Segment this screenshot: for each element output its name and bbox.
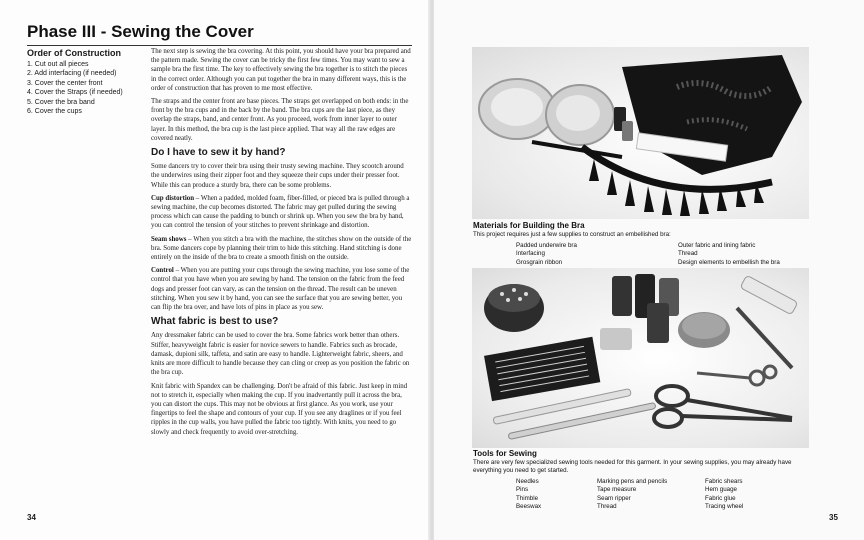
fabric-glue xyxy=(740,275,798,315)
list-item: Outer fabric and lining fabric xyxy=(678,242,756,249)
tools-title: Tools for Sewing xyxy=(473,449,537,458)
list-item: Tape measure xyxy=(597,486,637,494)
thread-spool xyxy=(647,303,669,343)
thread-spool xyxy=(612,276,632,316)
page-number-left: 34 xyxy=(27,513,36,522)
list-item: Fabric glue xyxy=(705,494,736,502)
tape-measure-top xyxy=(682,313,726,339)
body-text xyxy=(151,47,413,441)
list-item: Seam ripper xyxy=(597,494,631,502)
marking-pencil xyxy=(508,402,656,439)
tracing-wheel xyxy=(737,308,792,368)
paragraph: The straps and the center front are base pieces. The straps get overlapped on both ends: in the front by the bra cups and in the back by the band. The bra cups are the last piece, as they overlap the straps, band, and center front. As you proceed, work from inner layer to outer layer. In this method, the bra cup is the last piece applied. That way all the raw edges are covered neatly. xyxy=(151,98,409,142)
list-item: Fabric shears xyxy=(705,478,743,485)
tools-caption xyxy=(473,449,813,511)
fabric-shears xyxy=(654,386,792,427)
order-item: 5. Cover the bra band xyxy=(27,98,95,106)
page-title: Phase III - Sewing the Cover xyxy=(27,22,254,41)
order-item: 1. Cut out all pieces xyxy=(27,61,89,68)
list-item: Pins xyxy=(516,486,529,494)
list-item: Thimble xyxy=(516,494,539,502)
list-item: Thread xyxy=(597,502,617,510)
page-number-right: 35 xyxy=(829,513,838,522)
small-scissors xyxy=(697,366,776,385)
thread-spool xyxy=(622,121,633,141)
list-item: Hem guage xyxy=(705,486,737,494)
term: Cup distortion xyxy=(151,194,195,202)
list-item: Grosgrain ribbon xyxy=(516,258,563,266)
paragraph: The next step is sewing the bra covering. At this point, you should have your bra prepared and the pattern made. Sewing the cover can be tricky the first few times. You may want to sew a sample bra the first time. The key to effectively sewing the bra together is to stitch the pieces in the correct order. Although you can put together the bra in many different ways, this is the order of construction that has proven to me most effective. xyxy=(151,48,411,92)
term: Seam shows xyxy=(151,235,187,243)
materials-illustration xyxy=(472,47,809,219)
tools-col xyxy=(597,478,705,511)
bra-cup-inner xyxy=(556,95,600,131)
beeswax xyxy=(600,328,632,350)
section-heading-hand: Do I have to sew it by hand? xyxy=(151,147,286,159)
list-item: Padded underwire bra xyxy=(516,242,577,249)
order-heading: Order of Construction xyxy=(27,48,121,58)
list-item: Marking pens and pencils xyxy=(597,478,668,485)
materials-caption xyxy=(473,221,808,267)
materials-list xyxy=(473,242,808,267)
order-item: 2. Add interfacing (if needed) xyxy=(27,70,117,78)
term-text: – When a padded, molded foam, fiber-filled, or pieced bra is pulled through a sewing machine, the cup becomes distorted. The fabric may get pulled during the sewing process which can cause the padding to bunch or shrink up. When you sew the bra by hand, you can control the tension of your stitches to prevent shrinkage and distortion. xyxy=(151,194,410,230)
paragraph-seam-shows xyxy=(151,235,413,263)
tools-list xyxy=(473,478,813,511)
order-of-construction xyxy=(27,48,145,116)
materials-col xyxy=(516,242,678,267)
section-heading-fabric: What fabric is best to use? xyxy=(151,316,279,328)
list-item: Tracing wheel xyxy=(705,502,744,510)
paragraph-cup-distortion xyxy=(151,194,413,231)
materials-title: Materials for Building the Bra xyxy=(473,221,585,230)
list-item: Needles xyxy=(516,478,539,485)
tools-col xyxy=(516,478,597,511)
paragraph: Any dressmaker fabric can be used to cover the bra. Some fabrics work better than others. Stiffer, heavyweight fabric is easier for novice sewers to handle. Fabrics such as brocade, damask, dupioni silk, taffeta, and satin are easy to handle. Lighterweight fabric, sheers, and knits are more difficult to handle because they can cling or creep as you position the fabric on the bra cup. xyxy=(151,332,410,377)
list-item: Interfacing xyxy=(516,250,545,258)
left-page xyxy=(0,0,430,540)
term: Control xyxy=(151,267,174,275)
term-text: – When you are putting your cups through the sewing machine, you lose some of the control that you have when you are sewing by hand. The tension on the fabric from the feed dogs and presser foot can vary, as can the tension on the thread. The result can be uneven stitching. When you sew it by hand, you can see the surface that you are sewing better, you can flip the bra over, and have lots of pins in place as you sew. xyxy=(151,267,410,312)
order-item: 4. Cover the Straps (if needed) xyxy=(27,89,123,97)
tools-col xyxy=(705,478,743,511)
tools-illustration xyxy=(472,268,809,448)
term-text: – When you stitch a bra with the machine, the stitches show on the outside of the bra. Some dancers cope by planning their trim to hide this stitching. Hand stitching is done entirely on the inside of the bra to create a smooth finish on the outside. xyxy=(151,235,412,262)
paragraph-control xyxy=(151,266,413,312)
materials-intro: This project requires just a few supplies to construct an embellished bra: xyxy=(473,231,671,238)
materials-col xyxy=(678,242,780,267)
list-item: Design elements to embellish the bra xyxy=(678,258,780,266)
list-item: Thread xyxy=(678,250,698,258)
tools-photo xyxy=(472,268,809,448)
paragraph: Knit fabric with Spandex can be challenging. Don't be afraid of this fabric. Just keep in mind not to stretch it, especially when making the cup. If you inadvertantly pull it across the bra, you can distort the cups. This may not be obvious at first glance. As you work, use your fingertips to feel the shape and contours of your cup. If you see any draglines or if you feel ripples in the cup walls, you have pulled the fabric too tightly. With knits, you need to go slowly and check frequently to avoid over-stretching. xyxy=(151,382,408,436)
paragraph: Some dancers try to cover their bra using their trusty sewing machine. They scootch around the underwires using their zipper foot and they squeeze their cups under their presser foot. While this can produce a sturdy bra, there can be some problems. xyxy=(151,163,404,189)
bra-cup-inner xyxy=(491,88,543,126)
materials-photo xyxy=(472,47,809,219)
order-item: 3. Cover the center front xyxy=(27,79,103,87)
list-item: Beeswax xyxy=(516,502,542,510)
order-item: 6. Cover the cups xyxy=(27,108,82,116)
tools-intro: There are very few specialized sewing tools needed for this garment. In your sewing supplies, you may already have everything you need to get started. xyxy=(473,459,792,474)
title-rule xyxy=(27,45,412,46)
order-list xyxy=(27,60,145,116)
